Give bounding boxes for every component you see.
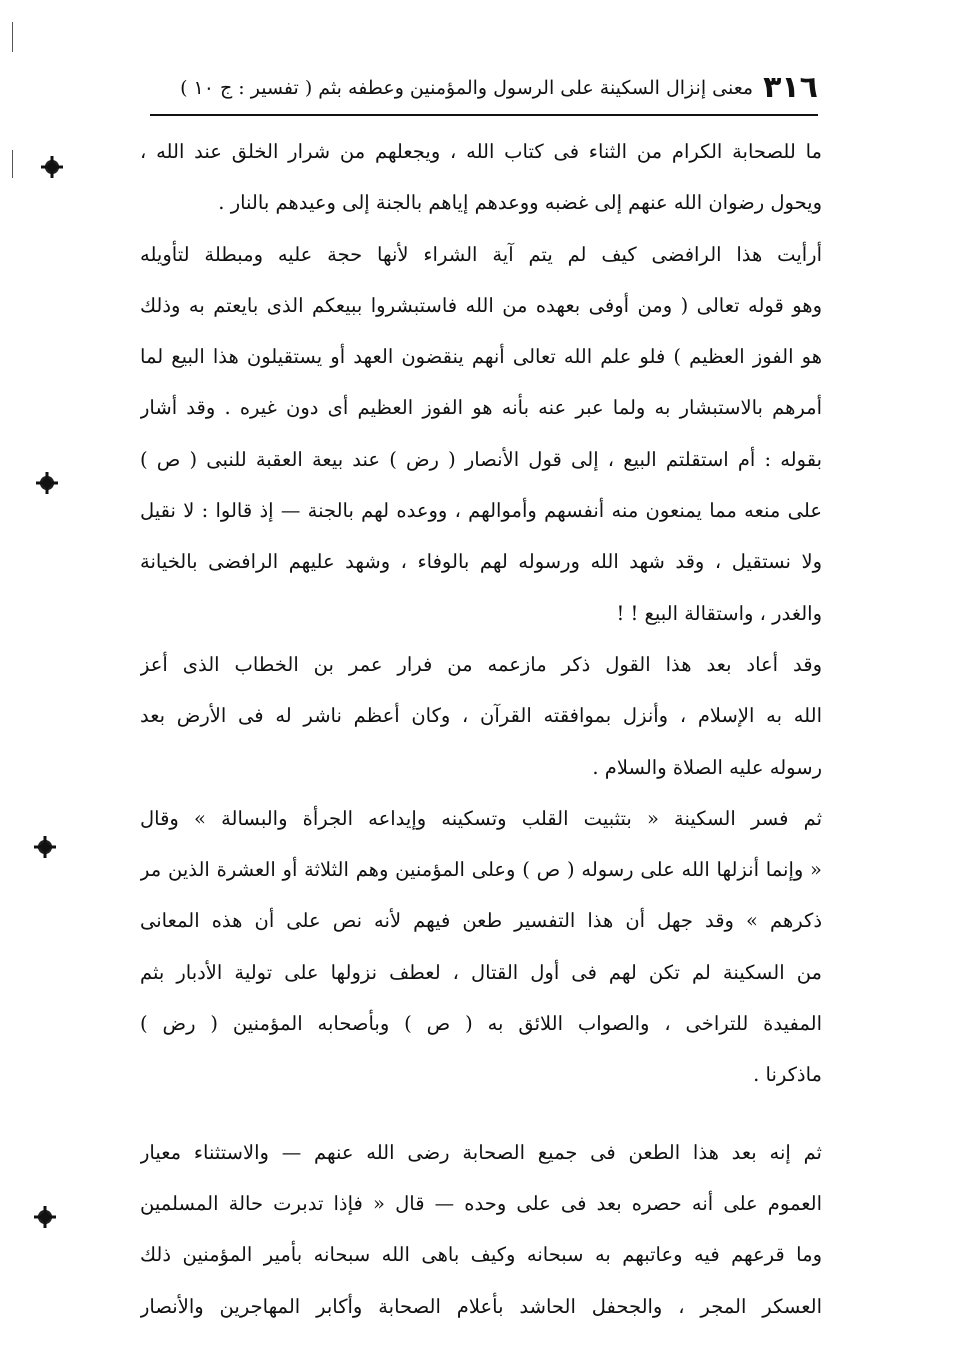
margin-ornament-icon [45,160,59,174]
text-line: ما للصحابة الكرام من الثناء فى كتاب الله ، ويجعلهم من شرار الخلق عند الله ، [140,140,822,163]
text-line: المفيدة للتراخى ، والصواب اللائق به ( ص ) وبأصحابه المؤمنين ( رض ) [140,1012,822,1036]
text-line: ويحول رضوان الله عنهم إلى غضبه ووعدهم إياهم بالجنة إلى وعيدهم بالنار . [218,191,822,215]
text-line: العموم على أنه حصره بعد فى على وحده — قال « فإذا تدبرت حالة المسلمين [140,1191,822,1215]
margin-ornament-icon [38,1210,52,1224]
text-line: من السكينة لم تكن لهم فى أول القتال ، لعطف نزولها على تولية الأدبار بثم [140,960,822,984]
scan-edge-mark [12,150,13,178]
paragraph-gap [140,1101,822,1127]
text-line: وما قرعهم فيه وعاتبهم به سبحانه وكيف باهى الله سبحانه بأمير المؤمنين ذلك [140,1243,822,1267]
scan-edge-mark [12,22,13,52]
text-line: العسكر المجر ، والجحفل الحاشد بأعلام الصحابة وأكابر المهاجرين والأنصار [140,1294,822,1318]
text-line: الله به الإسلام ، وأنزل بموافقته القرآن ، وكان أعظم ناشر له فى الأرض بعد [140,704,822,728]
text-line: ذكرهم » وقد جهل أن هذا التفسير طعن فيهم لأنه نص على أن هذه المعانى [140,909,822,933]
text-line: هو الفوز العظيم ) فلو علم الله تعالى أنهم ينقضون العهد أو يستقيلون هذا البيع لما [140,345,822,369]
text-line: أرأيت هذا الرافضى كيف لم يتم آية الشراء لأنها حجة عليه ومبطلة لتأويله [140,242,822,266]
page-number: ٣١٦ [763,70,818,105]
header-rule [150,114,818,116]
text-line: « وإنما أنزلها الله على رسوله ( ص ) وعلى المؤمنين وهم الثلاثة أو العشرة الذين مر [140,858,822,882]
text-line: والغدر ، واستقالة البيع ! ! [616,601,822,625]
margin-ornament-icon [38,840,52,854]
text-line: وهو قوله تعالى ( ومن أوفى بعهده من الله فاستبشروا ببيعكم الذى بايعتم به وذلك [140,293,822,317]
text-line: ثم فسر السكينة « بتثبيت القلب وتسكينه وإيداعه الجرأة والبسالة » وقال [140,806,822,830]
running-head: معنى إنزال السكينة على الرسول والمؤمنين وعطفه بثم ( تفسير : ج ١٠ ) [180,76,754,99]
text-line: أمرهم بالاستبشار به ولما عبر عنه بأنه هو الفوز العظيم أى دون غيره . وقد أشار [140,396,822,420]
text-line: ماذكرنا . [753,1063,822,1087]
page-body [140,126,822,1332]
margin-ornament-icon [40,476,54,490]
text-line: وقد أعاد بعد هذا القول ذكر مازعمه من فرار عمر بن الخطاب الذى أعز [140,652,822,676]
text-line: ثم إنه بعد هذا الطعن فى جميع الصحابة رضى الله عنهم — والاستثناء معيار [140,1140,822,1164]
page-header [150,66,818,110]
text-line: رسوله عليه الصلاة والسلام . [592,755,822,779]
text-line: بقوله : أم استقلتم البيع ، إلى قول الأنصار ( رض ) عند بيعة العقبة للنبى ( ص ) [140,447,822,471]
text-line: ولا نستقيل ، وقد شهد الله ورسوله لهم بالوفاء ، وشهد عليهم الرافضى بالخيانة [140,550,822,574]
text-line: على منعه مما يمنعون منه أنفسهم وأموالهم ، ووعده لهم بالجنة — إذ قالوا : لا نقيل [140,499,822,523]
